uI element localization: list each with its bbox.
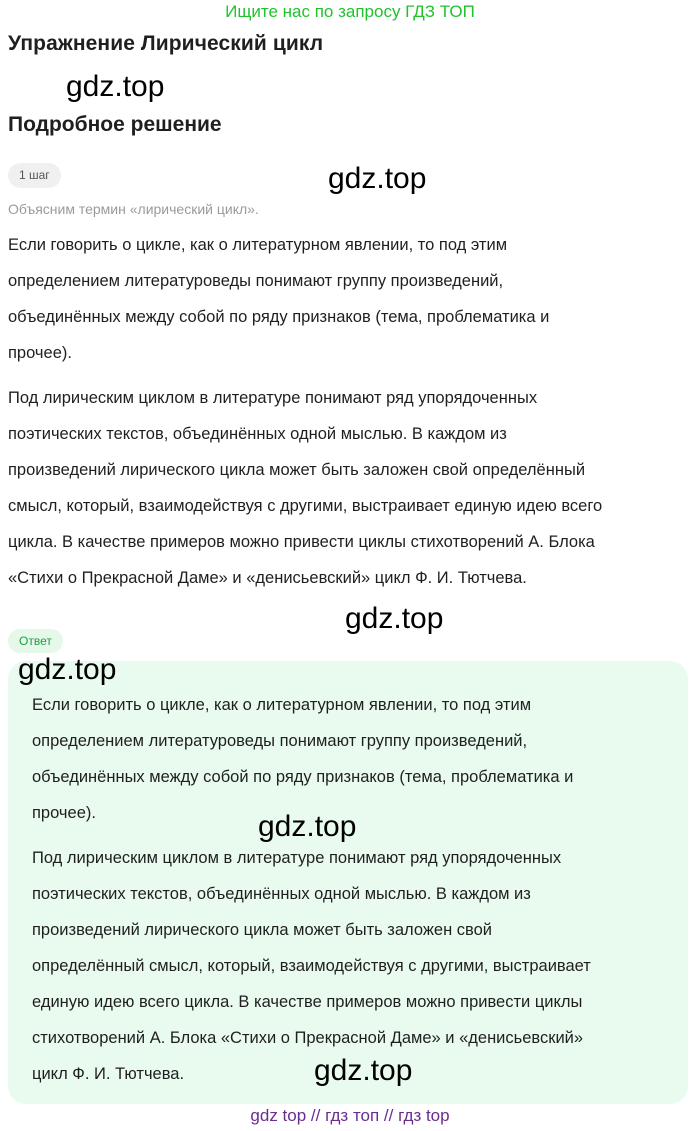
watermark: gdz.top <box>314 1054 413 1087</box>
step-explanation: Объясним термин «лирический цикл». <box>8 201 259 217</box>
text-line: «Стихи о Прекрасной Даме» и «денисьевский» цикл Ф. И. Тютчева. <box>8 569 527 587</box>
footer-links[interactable]: gdz top // гдз топ // гдз top <box>250 1106 450 1125</box>
text-line: стихотворений А. Блока «Стихи о Прекрасной Даме» и «денисьевский» <box>32 1029 584 1047</box>
text-line: цикла. В качестве примеров можно привести циклы стихотворений А. Блока <box>8 533 595 551</box>
solution-title: Подробное решение <box>8 113 222 136</box>
text-line: поэтических текстов, объединённых одной мыслью. В каждом из <box>8 425 507 443</box>
solution-paragraph-1 <box>8 227 688 371</box>
watermark: gdz.top <box>328 162 427 195</box>
text-line: прочее). <box>32 804 96 822</box>
text-line: Если говорить о цикле, как о литературном явлении, то под этим <box>8 236 508 254</box>
answer-badge: Ответ <box>8 629 63 653</box>
text-line: определением литературоведы понимают группу произведений, <box>32 732 528 750</box>
text-line: Если говорить о цикле, как о литературном явлении, то под этим <box>32 696 532 714</box>
text-line: цикл Ф. И. Тютчева. <box>32 1065 185 1083</box>
text-line: произведений лирического цикла может быть заложен свой <box>32 921 492 939</box>
promo-banner: Ищите нас по запросу ГДЗ ТОП <box>225 2 475 21</box>
text-line: объединённых между собой по ряду признаков (тема, проблематика и <box>8 308 550 326</box>
step-badge: 1 шаг <box>8 163 61 188</box>
text-line: поэтических текстов, объединённых одной мыслью. В каждом из <box>32 885 531 903</box>
text-line: смысл, который, взаимодействуя с другими, выстраивает единую идею всего <box>8 497 603 515</box>
watermark: gdz.top <box>258 810 357 843</box>
text-line: определённый смысл, который, взаимодействуя с другими, выстраивает <box>32 957 591 975</box>
watermark: gdz.top <box>345 602 444 635</box>
text-line: Под лирическим циклом в литературе понимают ряд упорядоченных <box>32 849 562 867</box>
text-line: Под лирическим циклом в литературе понимают ряд упорядоченных <box>8 389 538 407</box>
text-line: прочее). <box>8 344 72 362</box>
text-line: единую идею всего цикла. В качестве примеров можно привести циклы <box>32 993 583 1011</box>
text-line: произведений лирического цикла может быть заложен свой определённый <box>8 461 586 479</box>
watermark: gdz.top <box>18 653 117 686</box>
text-line: определением литературоведы понимают группу произведений, <box>8 272 504 290</box>
text-line: объединённых между собой по ряду признаков (тема, проблематика и <box>32 768 574 786</box>
exercise-title: Упражнение Лирический цикл <box>8 32 324 55</box>
watermark: gdz.top <box>66 70 165 103</box>
solution-paragraph-2 <box>8 380 688 596</box>
